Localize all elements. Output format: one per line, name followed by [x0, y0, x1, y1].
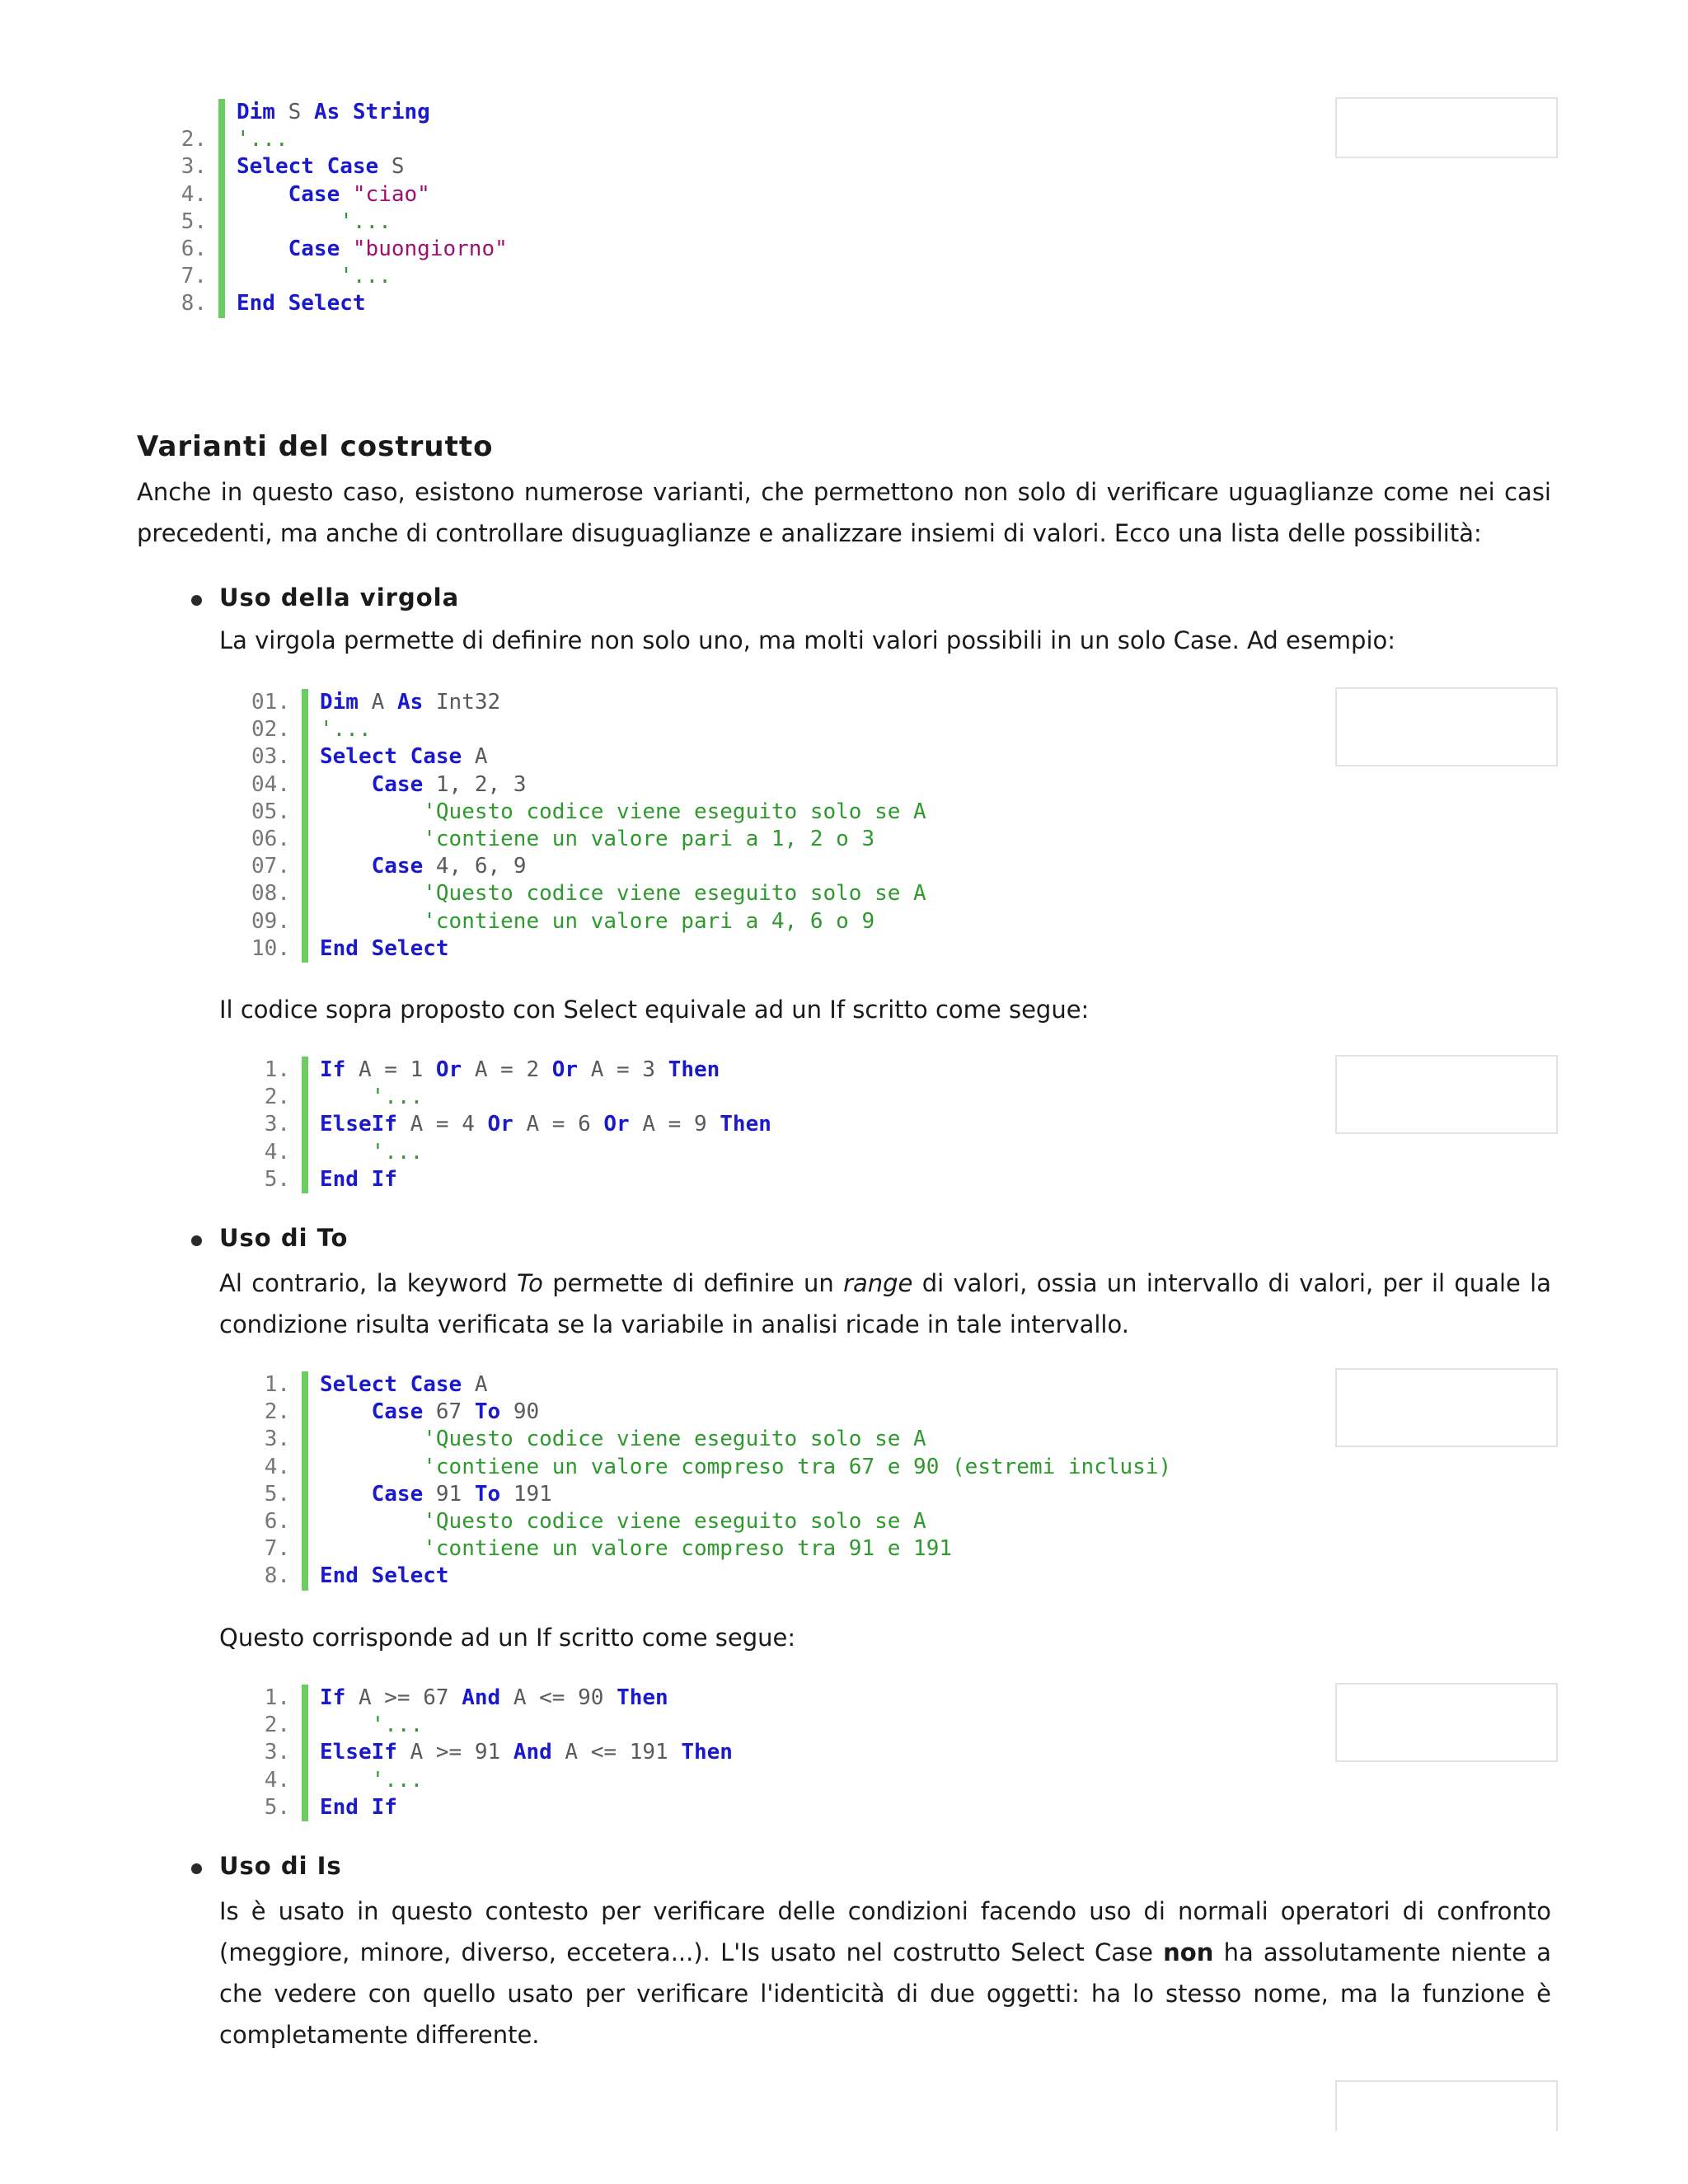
code-text: Case 91 To 191	[371, 1481, 552, 1507]
code-text: End Select	[320, 1563, 449, 1589]
line-number: 2.	[264, 1085, 290, 1110]
code-text: Dim A As Int32	[320, 690, 501, 715]
line-number: 7.	[264, 1536, 290, 1562]
line-number: 8.	[181, 291, 207, 316]
code-text: '...	[371, 1713, 424, 1738]
line-number: 5.	[264, 1481, 290, 1507]
code-copy-box[interactable]	[1335, 1055, 1558, 1134]
code-text: '...	[371, 1767, 424, 1793]
line-number: 05.	[251, 799, 290, 824]
code-text: If A = 1 Or A = 2 Or A = 3 Then	[320, 1057, 720, 1082]
code-text: '...	[371, 1085, 424, 1110]
line-number: 2.	[264, 1713, 290, 1738]
code-text: Select Case S	[237, 154, 405, 180]
code-text: 'Questo codice viene eseguito solo se A	[423, 881, 926, 907]
code-text: '...	[320, 717, 372, 743]
code-text: ElseIf A = 4 Or A = 6 Or A = 9 Then	[320, 1112, 771, 1137]
virgola-description: La virgola permette di definire non solo uno, ma molti valori possibili in un solo Case. Ad esempio:	[219, 626, 1396, 654]
code-text: Case "ciao"	[288, 181, 430, 207]
code-gutter-bar	[302, 1057, 308, 1193]
code-copy-box[interactable]	[1335, 687, 1558, 766]
code-gutter-bar	[218, 99, 225, 318]
code-text: End Select	[320, 935, 449, 961]
code-text: Case "buongiorno"	[288, 236, 508, 261]
code-text: 'Questo codice viene eseguito solo se A	[423, 1427, 926, 1452]
code-copy-box[interactable]	[1335, 1368, 1558, 1447]
line-number: 4.	[181, 181, 207, 207]
line-number: 08.	[251, 881, 290, 907]
code-text: End Select	[237, 291, 366, 316]
code-text: '...	[340, 209, 392, 234]
line-number: 01.	[251, 690, 290, 715]
code-gutter-bar	[302, 1371, 308, 1591]
code-text: '...	[371, 1139, 424, 1165]
to-description: Al contrario, la keyword To permette di definire un range di valori, ossia un intervallo di valori, per il quale la condizione risulta verificata se la variabile in analisi ricade in tale intervallo.	[219, 1269, 1551, 1338]
is-description: Is è usato in questo contesto per verificare delle condizioni facendo uso di normali operatori di confronto (meggiore, minore, diverso, eccetera...). L'Is usato nel costrutto Select Case non ha assolutamente niente a che vedere con quello usato per verificare l'identicità di due oggetti: ha lo stesso nome, ma la funzione è completamente differente.	[219, 1897, 1551, 2049]
code-text: 'Questo codice viene eseguito solo se A	[423, 1508, 926, 1534]
line-number: 2.	[181, 127, 207, 152]
line-number: 10.	[251, 935, 290, 961]
line-number: 6.	[181, 236, 207, 261]
code-text: 'contiene un valore compreso tra 67 e 90 (estremi inclusi)	[423, 1454, 1172, 1479]
to-after-text: Questo corrisponde ad un If scritto come segue:	[219, 1624, 796, 1652]
line-number: 04.	[251, 771, 290, 797]
section-heading: Varianti del costrutto	[137, 430, 494, 463]
code-text: 'contiene un valore compreso tra 91 e 191	[423, 1536, 953, 1562]
bullet-title-is: Uso di Is	[219, 1852, 342, 1880]
code-gutter-bar	[302, 1685, 308, 1821]
code-text: Case 67 To 90	[371, 1399, 540, 1425]
line-number: 1.	[264, 1372, 290, 1397]
bullet-dot	[191, 595, 202, 606]
line-number: 07.	[251, 854, 290, 879]
code-copy-box[interactable]	[1335, 1683, 1558, 1762]
line-number: 7.	[181, 264, 207, 289]
bullet-dot	[191, 1863, 202, 1874]
line-number: 5.	[264, 1166, 290, 1192]
code-text: Case 4, 6, 9	[371, 854, 527, 879]
line-number: 6.	[264, 1508, 290, 1534]
code-text: Select Case A	[320, 744, 488, 770]
line-number: 4.	[264, 1139, 290, 1165]
code-text: 'contiene un valore pari a 1, 2 o 3	[423, 826, 875, 851]
code-text: Select Case A	[320, 1372, 488, 1397]
line-number: 3.	[264, 1740, 290, 1765]
code-text: '...	[237, 127, 288, 152]
virgola-after-text: Il codice sopra proposto con Select equivale ad un If scritto come segue:	[219, 996, 1090, 1024]
code-text: End If	[320, 1794, 397, 1820]
line-number: 3.	[264, 1427, 290, 1452]
line-number: 3.	[264, 1112, 290, 1137]
code-text: '...	[340, 264, 392, 289]
line-number: 4.	[264, 1454, 290, 1479]
bullet-dot	[191, 1235, 202, 1246]
code-text: ElseIf A >= 91 And A <= 191 Then	[320, 1740, 733, 1765]
code-gutter-bar	[302, 689, 308, 963]
line-number: 5.	[181, 209, 207, 234]
code-text: 'contiene un valore pari a 4, 6 o 9	[423, 908, 875, 934]
bullet-title-to: Uso di To	[219, 1224, 349, 1252]
line-number: 2.	[264, 1399, 290, 1425]
line-number: 02.	[251, 717, 290, 743]
line-number: 4.	[264, 1767, 290, 1793]
code-text: 'Questo codice viene eseguito solo se A	[423, 799, 926, 824]
line-number: 06.	[251, 826, 290, 851]
code-text: Case 1, 2, 3	[371, 771, 527, 797]
code-text: End If	[320, 1166, 397, 1192]
line-number: 1.	[264, 1057, 290, 1082]
intro-paragraph: Anche in questo caso, esistono numerose varianti, che permettono non solo di verificare uguaglianze come nei casi precedenti, ma anche di controllare disuguaglianze e analizzare insiemi di valori. Ecco una lista delle possibilità:	[137, 478, 1551, 547]
line-number: 8.	[264, 1563, 290, 1589]
line-number: 1.	[264, 1685, 290, 1710]
line-number: 5.	[264, 1794, 290, 1820]
code-copy-box[interactable]	[1335, 97, 1558, 158]
code-text: Dim S As String	[237, 100, 430, 124]
line-number: 3.	[181, 154, 207, 180]
line-number: 09.	[251, 908, 290, 934]
line-number: 03.	[251, 744, 290, 770]
code-text: If A >= 67 And A <= 90 Then	[320, 1685, 668, 1710]
bullet-title-virgola: Uso della virgola	[219, 583, 460, 612]
code-copy-box[interactable]	[1335, 2080, 1558, 2131]
